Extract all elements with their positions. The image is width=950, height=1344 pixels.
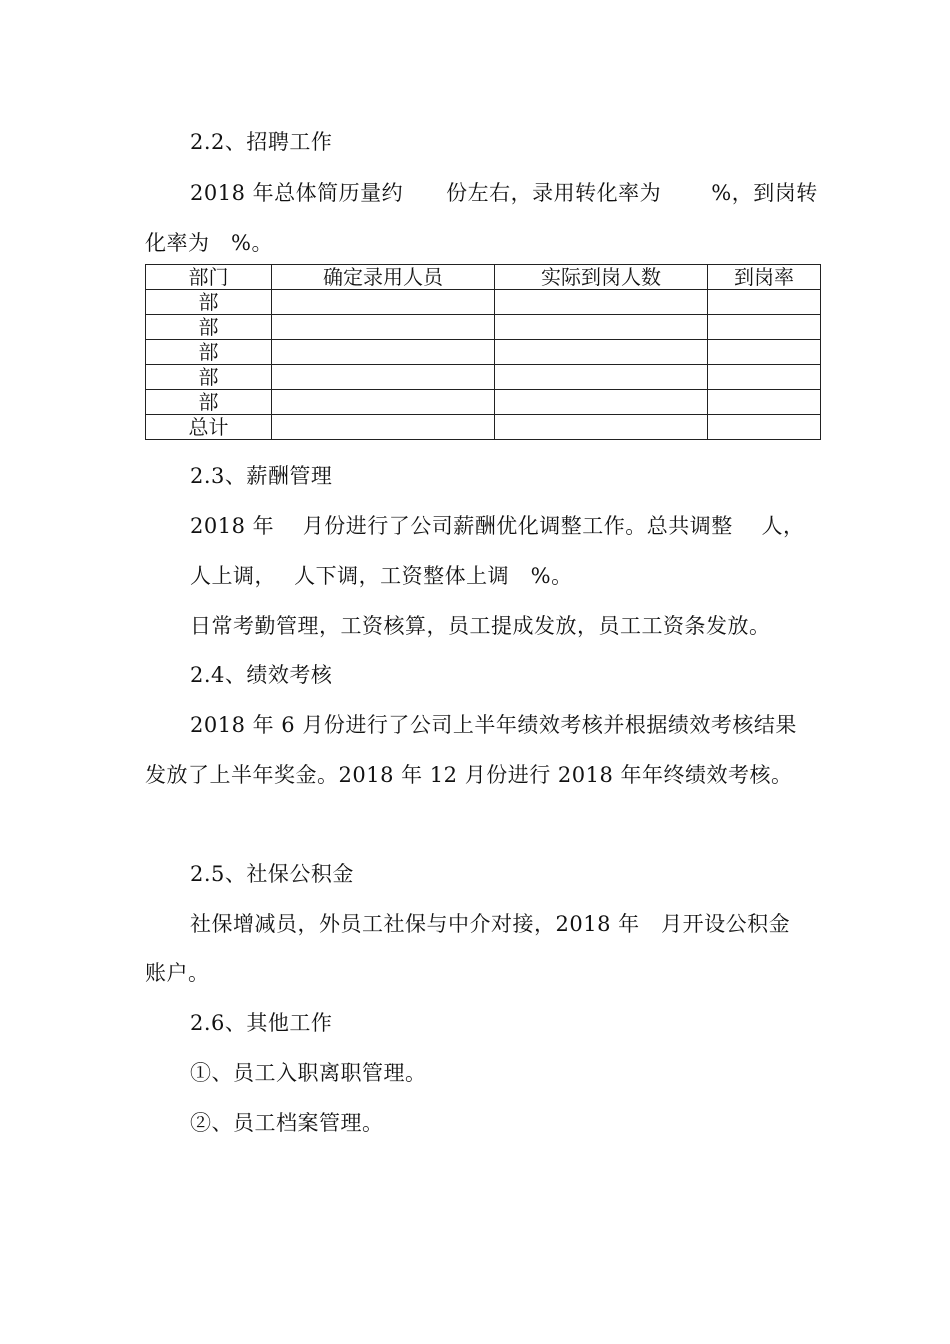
header-rate: 到岗率	[708, 265, 821, 290]
cell-rate	[708, 340, 821, 365]
cell-rate	[708, 290, 821, 315]
cell-hired	[272, 315, 495, 340]
salary-paragraph-line2: 人上调， 人下调，工资整体上调 %。	[190, 564, 573, 588]
performance-paragraph-line2: 发放了上半年奖金。2018 年 12 月份进行 2018 年年终绩效考核。	[145, 763, 793, 787]
cell-onboarded	[495, 340, 708, 365]
cell-hired	[272, 390, 495, 415]
header-onboarded: 实际到岗人数	[495, 265, 708, 290]
cell-onboarded	[495, 290, 708, 315]
cell-department: 部	[146, 365, 272, 390]
cell-onboarded	[495, 415, 708, 440]
other-work-item-2: ②、员工档案管理。	[190, 1111, 384, 1135]
section-heading-2-5: 2.5、社保公积金	[190, 862, 354, 886]
table-row	[146, 365, 821, 390]
cell-onboarded	[495, 315, 708, 340]
cell-department: 部	[146, 340, 272, 365]
other-work-item-1: ①、员工入职离职管理。	[190, 1061, 427, 1085]
attendance-paragraph: 日常考勤管理，工资核算，员工提成发放，员工工资条发放。	[190, 614, 771, 638]
cell-hired	[272, 415, 495, 440]
cell-department: 部	[146, 390, 272, 415]
section-heading-2-3: 2.3、薪酬管理	[190, 464, 333, 488]
social-security-paragraph-line2: 账户。	[145, 961, 210, 985]
performance-paragraph-line1: 2018 年 6 月份进行了公司上半年绩效考核并根据绩效考核结果	[190, 713, 797, 737]
section-heading-2-4: 2.4、绩效考核	[190, 663, 333, 687]
cell-rate	[708, 390, 821, 415]
cell-hired	[272, 290, 495, 315]
social-security-paragraph-line1: 社保增减员，外员工社保与中介对接，2018 年 月开设公积金	[190, 912, 791, 936]
cell-rate	[708, 415, 821, 440]
section-heading-2-2: 2.2、招聘工作	[190, 130, 333, 154]
table-row	[146, 340, 821, 365]
cell-hired	[272, 340, 495, 365]
table-header-row	[146, 265, 821, 290]
table-row	[146, 290, 821, 315]
cell-onboarded	[495, 390, 708, 415]
table-row	[146, 315, 821, 340]
cell-department: 部	[146, 290, 272, 315]
cell-rate	[708, 365, 821, 390]
salary-paragraph-line1: 2018 年 月份进行了公司薪酬优化调整工作。总共调整 人，	[190, 514, 805, 538]
header-hired: 确定录用人员	[272, 265, 495, 290]
cell-department: 总计	[146, 415, 272, 440]
section-heading-2-6: 2.6、其他工作	[190, 1011, 333, 1035]
recruitment-table	[145, 264, 821, 440]
table-row	[146, 390, 821, 415]
cell-rate	[708, 315, 821, 340]
table-total-row	[146, 415, 821, 440]
cell-onboarded	[495, 365, 708, 390]
header-department: 部门	[146, 265, 272, 290]
cell-department: 部	[146, 315, 272, 340]
cell-hired	[272, 365, 495, 390]
recruit-paragraph-line2: 化率为 %。	[145, 231, 273, 255]
recruit-paragraph-line1: 2018 年总体简历量约 份左右，录用转化率为 %，到岗转	[190, 181, 818, 205]
